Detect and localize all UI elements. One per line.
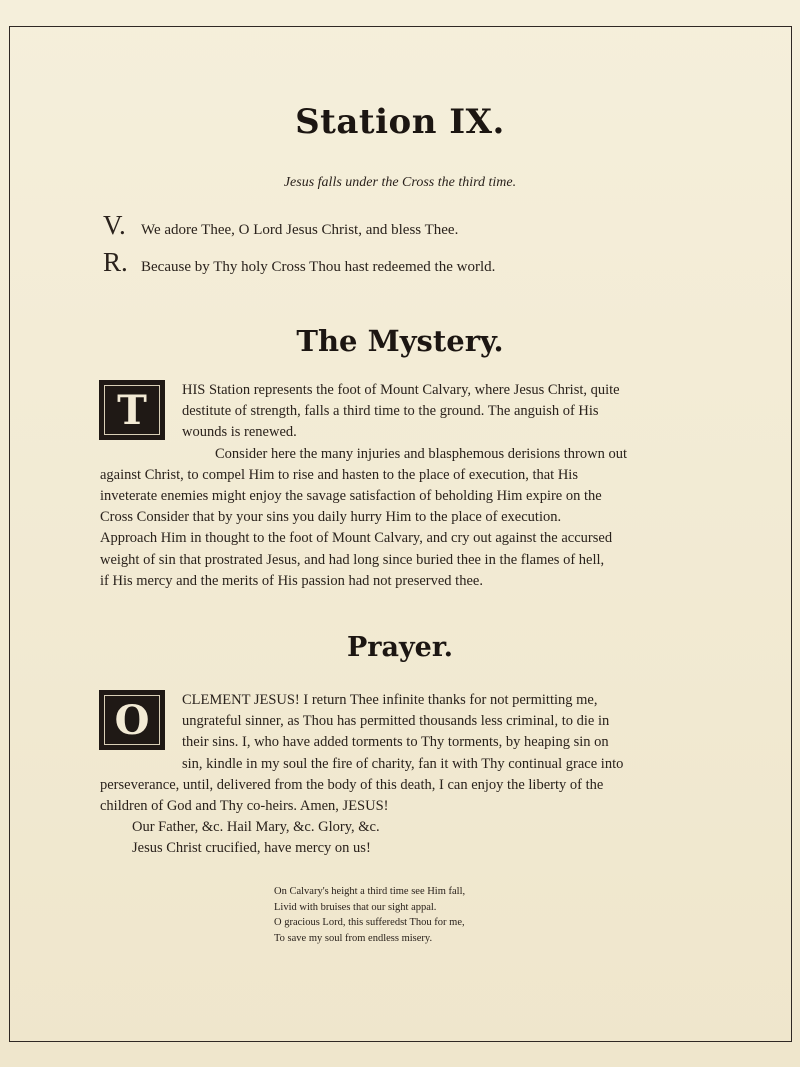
response-line: [103, 247, 495, 278]
versicle-mark: V.: [103, 210, 126, 240]
mystery-heading: The Mystery.: [296, 324, 504, 358]
verse-line: To save my soul from endless misery.: [274, 932, 433, 944]
verse-line: On Calvary's height a third time see Him fall,: [274, 886, 466, 897]
response-mark: R.: [103, 247, 128, 277]
prayer-paragraph: [100, 690, 702, 860]
mystery-line: Consider here the many injuries and blasphemous derisions thrown out: [215, 445, 627, 462]
prayer-line: Our Father, &c. Hail Mary, &c. Glory, &c.: [132, 819, 380, 836]
verse-line: Livid with bruises that our sight appal.: [274, 901, 437, 913]
versicle-line: [103, 210, 458, 241]
prayer-line: Jesus Christ crucified, have mercy on us!: [132, 840, 371, 857]
drop-cap-letter: O: [114, 696, 150, 744]
drop-cap-letter: T: [117, 386, 147, 434]
prayer-line: their sins. I, who have added torments to Thy torments, by heaping sin on: [182, 734, 609, 751]
mystery-line: weight of sin that prostrated Jesus, and had long since buried thee in the flames of hell,: [100, 551, 605, 568]
mystery-paragraph: [100, 380, 702, 592]
mystery-line: inveterate enemies might enjoy the savage satisfaction of beholding Him expire on the: [100, 488, 602, 505]
prayer-line: sin, kindle in my soul the fire of charity, fan it with Thy continual grace into: [182, 755, 624, 772]
station-heading: Station IX.: [295, 102, 505, 142]
mystery-line: destitute of strength, falls a third time to the ground. The anguish of His: [182, 403, 599, 420]
prayer-line: ungrateful sinner, as Thou has permitted thousands less criminal, to die in: [182, 713, 610, 730]
mystery-line: wounds is renewed.: [182, 424, 297, 441]
prayer-line: CLEMENT JESUS! I return Thee infinite thanks for not permitting me,: [182, 692, 598, 708]
response-text: Because by Thy holy Cross Thou hast redeemed the world.: [141, 259, 496, 275]
prayer-line: children of God and Thy co-heirs. Amen, JESUS!: [100, 798, 389, 815]
mystery-line: Cross Consider that by your sins you daily hurry Him to the place of execution.: [100, 509, 562, 526]
prayer-heading: Prayer.: [346, 632, 454, 663]
mystery-line: if His mercy and the merits of His passion had not preserved thee.: [100, 572, 483, 589]
prayer-line: perseverance, until, delivered from the body of this death, I can enjoy the liberty of the: [100, 776, 604, 793]
mystery-line: Approach Him in thought to the foot of Mount Calvary, and cry out against the accursed: [100, 530, 613, 547]
mystery-line: against Christ, to compel Him to rise and hasten to the place of execution, that His: [100, 466, 578, 483]
mystery-line: HIS Station represents the foot of Mount Calvary, where Jesus Christ, quite: [182, 382, 620, 398]
versicle-text: We adore Thee, O Lord Jesus Christ, and bless Thee.: [141, 222, 459, 238]
closing-verse: [274, 884, 465, 946]
verse-line: O gracious Lord, this sufferedst Thou for me,: [274, 917, 465, 928]
station-subtitle: Jesus falls under the Cross the third time.: [283, 175, 517, 190]
